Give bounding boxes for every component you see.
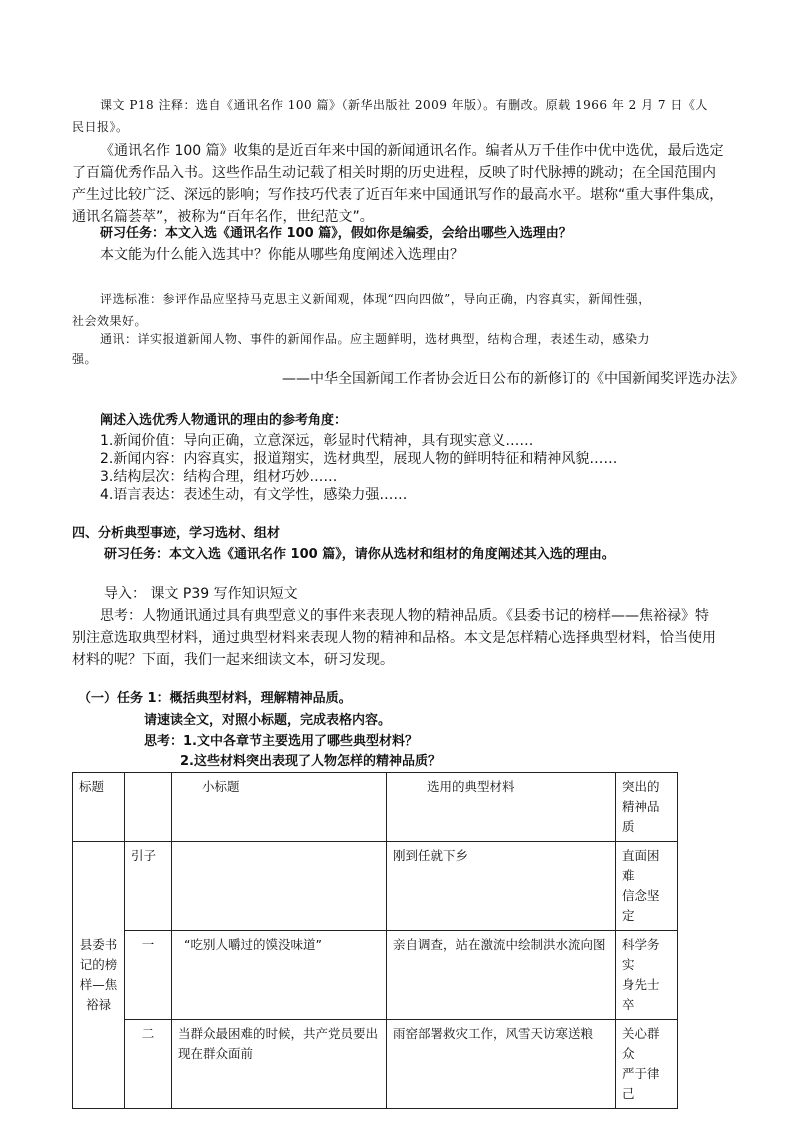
row-index: 二 — [125, 1020, 172, 1109]
row-index: 引子 — [125, 842, 172, 931]
row-subtitle — [172, 842, 387, 931]
intro-line-3: 产生过比较广泛、深远的影响；写作技巧代表了近百年来中国通讯写作的最高水平。堪称“重大事件集成， — [72, 187, 724, 203]
lead-in: 导入： 课文 P39 写作知识短文 — [104, 586, 298, 602]
intro-line-4: 通讯名篇荟萃”，被称为“百年名作，世纪范文”。 — [72, 209, 374, 225]
think-line-1: 思考：人物通讯通过具有典型意义的事件来表现人物的精神品质。《县委书记的榜样——焦裕禄》特 — [100, 608, 709, 624]
title-cell: 县委书记的榜样—焦裕禄 — [73, 842, 125, 1109]
row-material: 亲自调查，站在激流中绘制洪水流向图 — [387, 931, 616, 1020]
think-line-3: 材料的呢？下面，我们一起来细读文本，研习发现。 — [72, 652, 394, 668]
angle-item-1: 1.新闻价值：导向正确，立意深远，彰显时代精神，具有现实意义…… — [100, 433, 534, 449]
angle-item-2: 2.新闻内容：内容真实，报道翔实，选材典型，展现人物的鲜明特征和精神风貌…… — [100, 451, 618, 467]
header-title: 标题 — [73, 773, 125, 842]
tongxun-def-line-2: 强。 — [72, 352, 98, 366]
think-line-2: 别注意选取典型材料，通过典型材料来表现人物的精神和品格。本文是怎样精心选择典型材料，恰当使用 — [72, 630, 716, 646]
row-subtitle: 当群众最困难的时候，共产党员要出现在群众面前 — [172, 1020, 387, 1109]
angle-item-3: 3.结构层次：结构合理，组材巧妙…… — [100, 469, 338, 485]
note-line-2: 民日报》。 — [72, 120, 129, 134]
note-line-1: 课文 P18 注释：选自《通讯名作 100 篇》（新华出版社 2009 年版）。有删改。原载 1966 年 2 月 7 日《人 — [100, 98, 708, 112]
task-1-prompt: 研习任务：本文入选《通讯名作 100 篇》，假如你是编委，会给出哪些入选理由？ — [100, 226, 572, 241]
row-material: 刚到任就下乡 — [387, 842, 616, 931]
task-1-question-2: 2.这些材料突出表现了人物怎样的精神品质？ — [180, 754, 441, 769]
header-quality: 突出的精神品质 — [616, 773, 678, 842]
angle-item-4: 4.语言表达：表述生动，有文学性，感染力强…… — [100, 487, 408, 503]
table-row — [73, 1020, 678, 1109]
intro-line-2: 了百篇优秀作品入书。这些作品生动记载了相关时期的历史进程，反映了时代脉搏的跳动；在全国范围内 — [72, 165, 716, 181]
table-header-row — [73, 773, 678, 842]
row-material: 雨窑部署救灾工作，风雪天访寒送粮 — [387, 1020, 616, 1109]
tongxun-def-line-1: 通讯：详实报道新闻人物、事件的新闻作品。应主题鲜明，选材典型，结构合理，表述生动，感染力 — [100, 332, 651, 346]
header-blank — [125, 773, 172, 842]
question-1: 本文能为什么能入选其中？你能从哪些角度阐述入选理由？ — [100, 247, 464, 263]
table-row — [73, 931, 678, 1020]
task-1-question-1: 思考：1.文中各章节主要选用了哪些典型材料？ — [144, 734, 418, 749]
header-material: 选用的典型材料 — [387, 773, 616, 842]
row-quality: 直面困难 信念坚定 — [616, 842, 678, 931]
table-row — [73, 842, 678, 931]
header-subtitle: 小标题 — [172, 773, 387, 842]
row-subtitle: “吃别人嚼过的馍没味道” — [172, 931, 387, 1020]
source-citation: ——中华全国新闻工作者协会近日公布的新修订的《中国新闻奖评选办法》 — [282, 371, 744, 387]
intro-line-1: 《通讯名作 100 篇》收集的是近百年来中国的新闻通讯名作。编者从万千佳作中优中选优，最后选定 — [100, 143, 724, 159]
criteria-line-2: 社会效果好。 — [72, 314, 148, 328]
task-1-instruction: 请速读全文，对照小标题，完成表格内容。 — [144, 713, 392, 728]
task-1-heading: （一）任务 1：概括典型材料，理解精神品质。 — [78, 691, 352, 706]
row-quality: 科学务实 身先士卒 — [616, 931, 678, 1020]
task-2-prompt: 研习任务：本文入选《通讯名作 100 篇》，请你从选材和组材的角度阐述其入选的理由。 — [104, 547, 615, 562]
angle-title: 阐述入选优秀人物通讯的理由的参考角度： — [100, 413, 348, 428]
material-table — [72, 772, 678, 1109]
row-index: 一 — [125, 931, 172, 1020]
criteria-line-1: 评选标准：参评作品应坚持马克思主义新闻观，体现“四向四做”，导向正确，内容真实，新闻性强， — [100, 292, 651, 306]
section-4-heading: 四、分析典型事迹，学习选材、组材 — [72, 526, 281, 541]
row-quality: 关心群众 严于律己 — [616, 1020, 678, 1109]
